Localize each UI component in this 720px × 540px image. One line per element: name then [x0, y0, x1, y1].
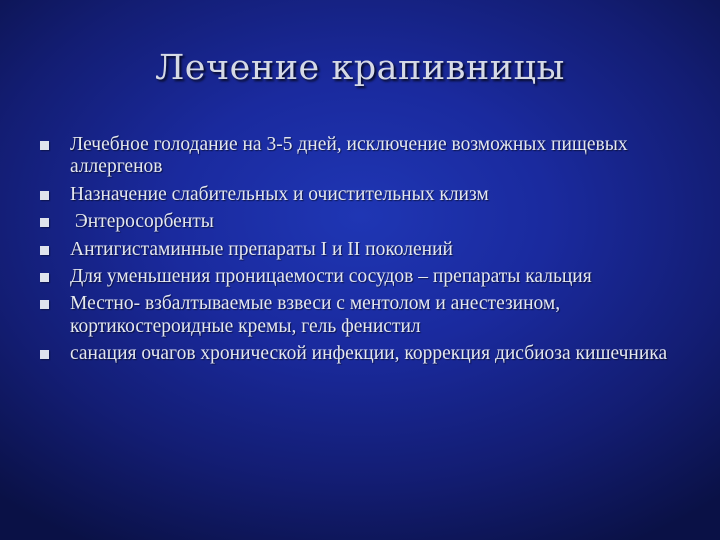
slide-title: Лечение крапивницы	[155, 48, 565, 88]
list-item-text: Антигистаминные препараты I и II поколений	[70, 238, 453, 260]
square-bullet-icon	[40, 246, 49, 255]
list-item	[40, 343, 690, 365]
square-bullet-icon	[40, 218, 49, 227]
list-item	[40, 293, 690, 338]
list-item-text: Местно- взбалтываемые взвеси с ментолом и анестезином, кортикостероидные кремы, гель фенистил	[70, 293, 561, 337]
list-item-text: Лечебное голодание на 3-5 дней, исключение возможных пищевых аллергенов	[70, 134, 628, 178]
list-item-text: Энтеросорбенты	[70, 211, 214, 233]
square-bullet-icon	[40, 350, 49, 359]
list-item	[40, 134, 690, 179]
list-item	[40, 211, 690, 233]
list-item-text: Для уменьшения проницаемости сосудов – препараты кальция	[70, 266, 592, 288]
list-item	[40, 266, 690, 288]
square-bullet-icon	[40, 141, 49, 150]
square-bullet-icon	[40, 300, 49, 309]
square-bullet-icon	[40, 191, 49, 200]
bullet-list	[40, 134, 690, 371]
list-item	[40, 184, 690, 206]
list-item	[40, 239, 690, 261]
list-item-text: Назначение слабительных и очистительных клизм	[70, 183, 489, 205]
list-item-text: санация очагов хронической инфекции, коррекция дисбиоза кишечника	[70, 343, 668, 365]
square-bullet-icon	[40, 273, 49, 282]
